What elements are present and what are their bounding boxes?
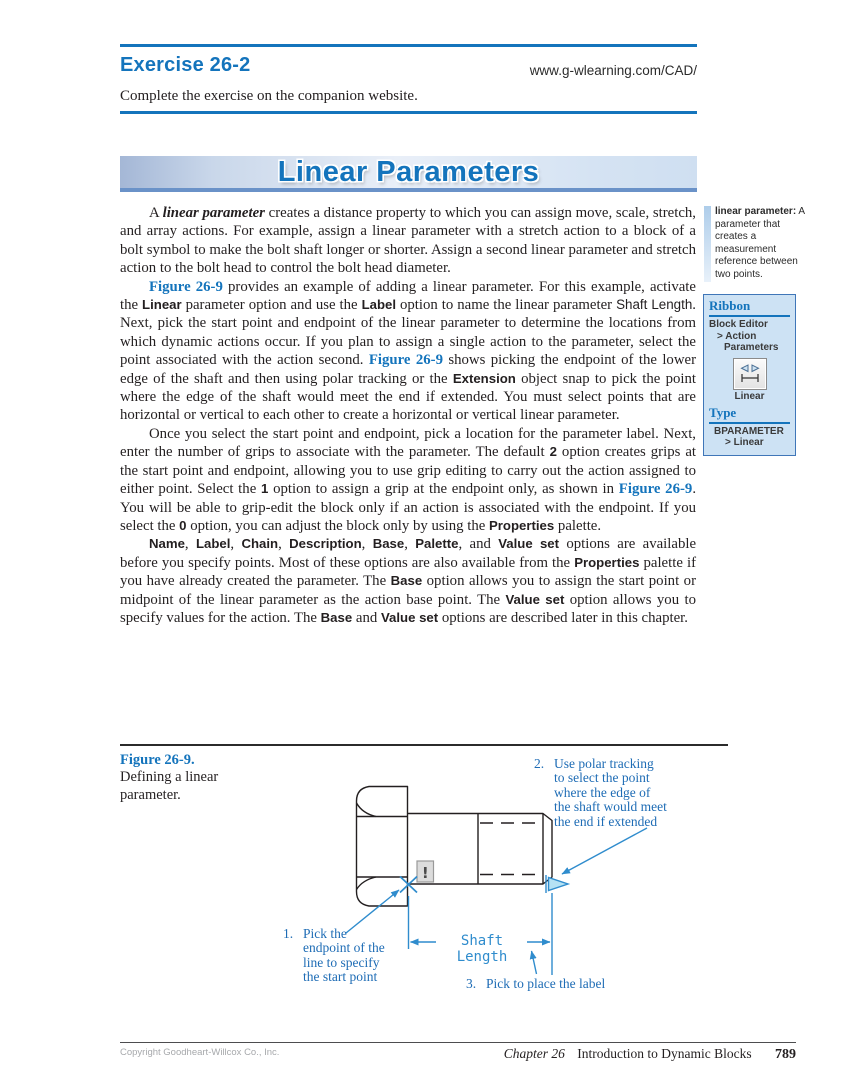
- paragraph: Figure 26-9 provides an example of adding a linear parameter. For this example, activate the Linear parameter option and use the Label option to name the linear parameter Shaft Length. Next, pick the start point and endpoint of the linear parameter to determine the locations from which dynamic actions occur. If you plan to assign a single action to the parameter, select the point associated with the action second. Figure 26-9 shows picking the endpoint of the lower edge of the shaft and then using polar tracking or the Extension object snap to pick the point where the edge of the shaft would meet the end if extended. You must select points that are horizontal or vertical to each other to create a horizontal or vertical linear parameter.: [120, 278, 697, 424]
- annotation-text: [303, 927, 385, 985]
- annotation-line: where the edge of: [554, 784, 651, 800]
- exercise-url: www.g-wlearning.com/CAD/: [529, 63, 697, 78]
- bolt-head-facets: [357, 817, 408, 878]
- bolt-thread-dashed-lines: [480, 823, 541, 875]
- footer-rule: [120, 1042, 796, 1043]
- leader-annotation-2: [562, 828, 647, 874]
- dimension-label: Shaft Length: [456, 933, 508, 965]
- leader-annotation-3: [532, 951, 537, 974]
- definition-body: A parameter that creates a measurement reference between two points.: [715, 206, 805, 280]
- paragraph: Name, Label, Chain, Description, Base, Palette, and Value set options are available before you specify points. Most of these options are also available from the Properties palette if you have already created the parameter. The Base option allows you to assign the start point or midpoint of the linear parameter as the action base point. The Value set option allows you to specify values for the action. The Base and Value set options are described later in this chapter.: [120, 536, 697, 626]
- exercise-subtitle: Complete the exercise on the companion website.: [120, 88, 418, 104]
- footer-page-number: 789: [775, 1047, 796, 1062]
- annotation-line: the start point: [303, 969, 378, 985]
- command-option: > Linear: [725, 437, 764, 448]
- tool-label: Linear: [734, 390, 765, 402]
- footer-chapter: Chapter 26: [503, 1046, 565, 1061]
- command-name: BPARAMETER: [714, 425, 784, 437]
- ribbon-heading: Ribbon: [709, 298, 751, 313]
- paragraph: Once you select the start point and endpoint, pick a location for the parameter label. Next, enter the number of grips to associate with the parameter. The default 2 option creates grips at the start point and endpoint, allowing you to use grip editing to carry out the action assigned to either point. Select the 1 option to assign a grip at the endpoint only, as shown in Figure 26-9. You will be able to grip-edit the block only if an action is associated with the endpoint. If you select the 0 option, you can adjust the block only by using the Properties palette.: [120, 425, 697, 534]
- annotation-line: to select the point: [554, 770, 650, 786]
- figure-annotation-1: [283, 927, 385, 985]
- svg-text:!: !: [421, 864, 429, 882]
- annotation-line: the end if extended: [554, 813, 658, 829]
- footer-chapter-title: Introduction to Dynamic Blocks: [577, 1046, 752, 1061]
- endpoint-grip: [546, 875, 568, 893]
- ribbon-path-line: Block Editor: [709, 319, 768, 330]
- figure-label: Figure 26-9.: [120, 752, 195, 768]
- definition-term: linear parameter:: [715, 206, 797, 217]
- annotation-text: Pick to place the label: [486, 976, 606, 991]
- section-title: Linear Parameters: [277, 156, 540, 188]
- figure-caption: Defining a linear parameter.: [120, 769, 219, 803]
- annotation-line: Pick the: [303, 926, 347, 941]
- bolt-drawing: [357, 787, 553, 907]
- footer-chapter-info: [120, 1046, 796, 1063]
- paragraph: A linear parameter creates a distance property to which you can assign move, scale, stretch, and array actions. For example, assign a linear parameter with a stretch action to a block of a bolt symbol to make the bolt shaft longer or shorter. Assign a second linear parameter and stretch action to the bolt head to control the bolt head diameter.: [120, 205, 697, 277]
- bolt-head-outline: [357, 787, 408, 907]
- alert-icon: [417, 861, 434, 882]
- figure-annotation-2: [534, 757, 667, 829]
- figure-annotation-3: [466, 977, 605, 991]
- annotation-number: 1.: [283, 926, 294, 941]
- annotation-line: endpoint of the: [303, 940, 385, 956]
- ribbon-path-line: Parameters: [724, 342, 779, 353]
- ribbon-path-line: > Action: [717, 330, 757, 342]
- annotation-number: 2.: [534, 756, 545, 771]
- annotation-number: 3.: [466, 976, 477, 991]
- footer-copyright: Copyright Goodheart-Willcox Co., Inc.: [120, 1047, 280, 1058]
- annotation-line: the shaft would meet: [554, 799, 667, 815]
- annotation-text: [554, 757, 667, 829]
- type-heading: Type: [709, 404, 737, 420]
- annotation-line: line to specify: [303, 954, 380, 970]
- exercise-title: Exercise 26-2: [120, 54, 251, 76]
- annotation-line: Use polar tracking: [554, 756, 654, 771]
